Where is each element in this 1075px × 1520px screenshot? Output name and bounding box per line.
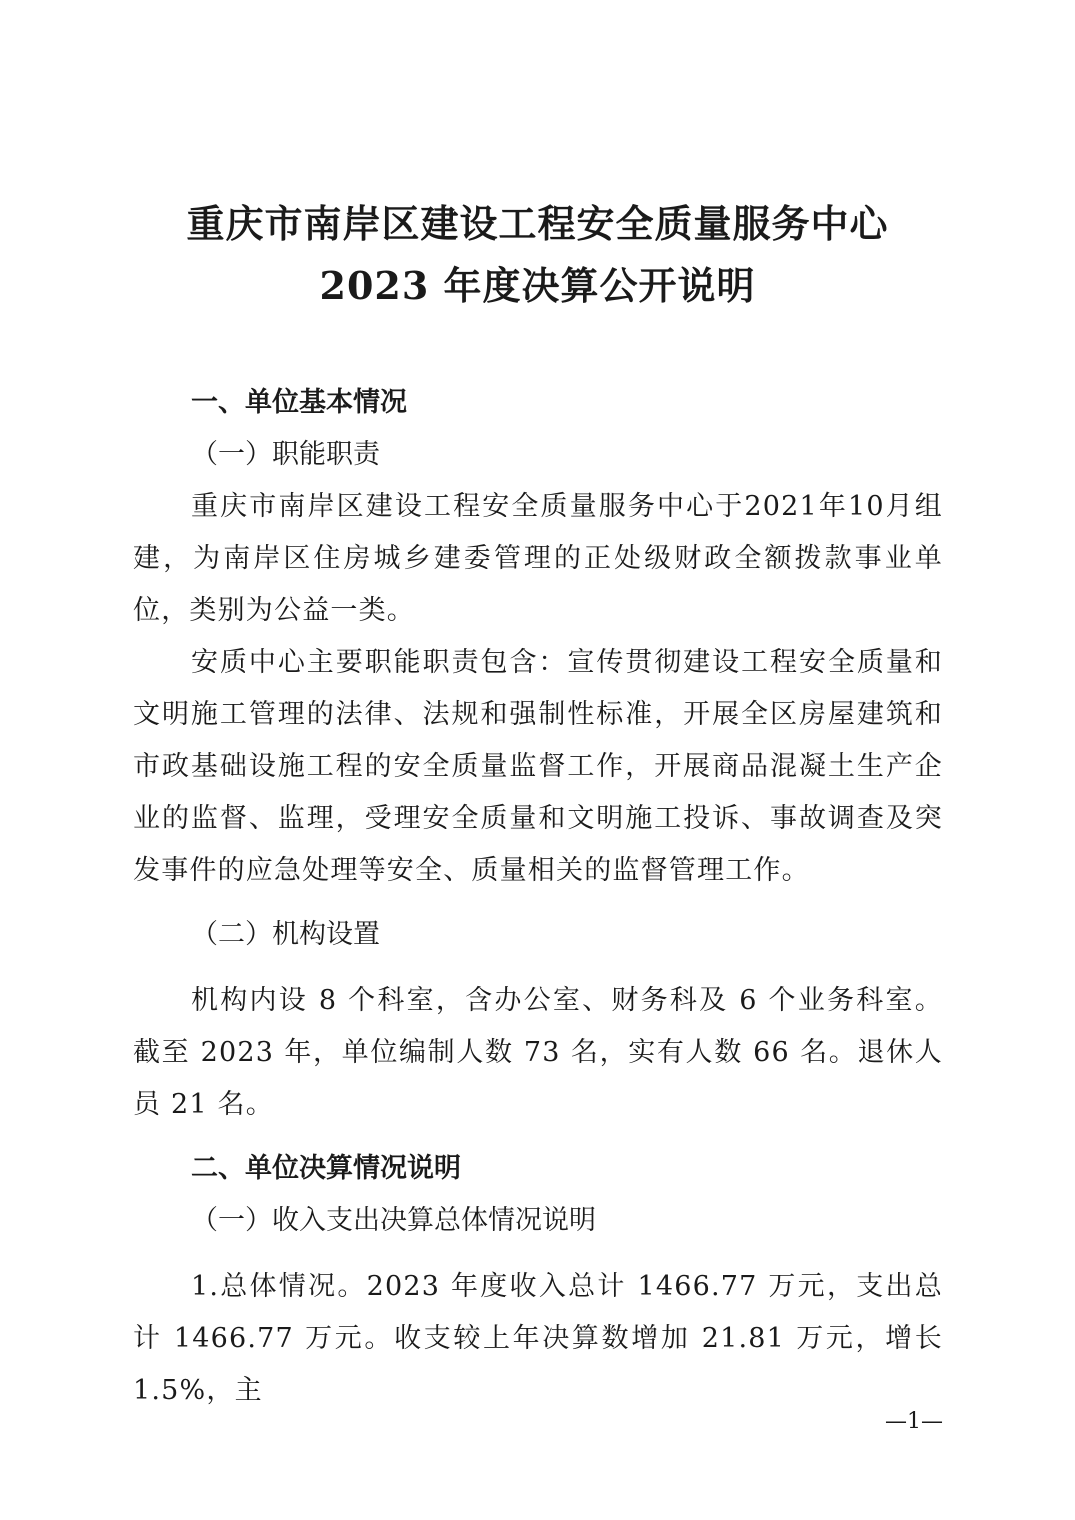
subsection-heading-duties: （一）职能职责 xyxy=(191,439,380,470)
subsection-heading-income-expenditure: （一）收入支出决算总体情况说明 xyxy=(191,1205,596,1236)
document-title-line2: 2023 年度决算公开说明 xyxy=(319,263,756,308)
subsection-heading-organization: （二）机构设置 xyxy=(191,919,380,950)
paragraph-staffing: 机构内设 8 个科室，含办公室、财务科及 6 个业务科室。截至 2023 年，单位编制人数 73 名，实有人数 66 名。退休人员 21 名。 xyxy=(133,985,943,1120)
section-heading-final-accounts: 二、单位决算情况说明 xyxy=(191,1153,461,1184)
document-title-line1: 重庆市南岸区建设工程安全质量服务中心 xyxy=(186,201,889,246)
section-heading-basic-info: 一、单位基本情况 xyxy=(191,387,407,418)
paragraph-main-duties: 安质中心主要职能职责包含：宣传贯彻建设工程安全质量和文明施工管理的法律、法规和强制性标准，开展全区房屋建筑和市政基础设施工程的安全质量监督工作，开展商品混凝土生产企业的监督、监理，受理安全质量和文明施工投诉、事故调查及突发事件的应急处理等安全、质量相关的监督管理工作。 xyxy=(133,647,943,886)
document-body xyxy=(133,377,943,1417)
page-number: —1— xyxy=(885,1409,943,1434)
paragraph-overall-situation: 1.总体情况。2023 年度收入总计 1466.77 万元，支出总计 1466.77 万元。收支较上年决算数增加 21.81 万元，增长 1.5%，主 xyxy=(133,1271,943,1406)
paragraph-establishment: 重庆市南岸区建设工程安全质量服务中心于2021年10月组建，为南岸区住房城乡建委管理的正处级财政全额拨款事业单位，类别为公益一类。 xyxy=(133,491,943,626)
